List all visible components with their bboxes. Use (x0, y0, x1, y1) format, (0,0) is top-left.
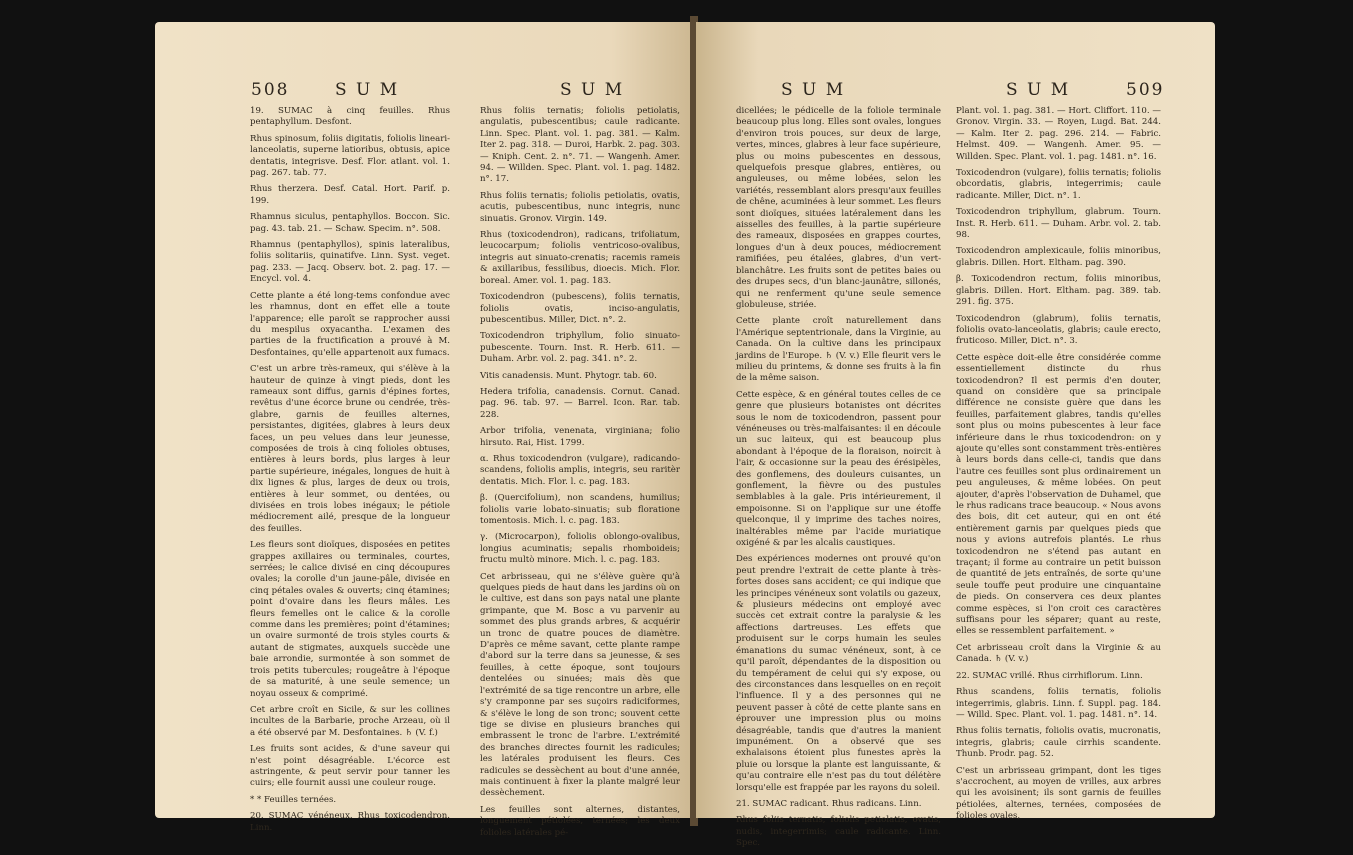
paragraph: C'est un arbrisseau grimpant, dont les tiges s'accrochent, au moyen de vrilles, aux arbres qui les avoisinent; ils sont garnis de feuilles pétiolées, alternes, ternées, composées de folioles ovales, (956, 765, 1161, 822)
paragraph: Cet arbrisseau croît dans la Virginie & au Canada. ♄ (V. v.) (956, 642, 1161, 665)
paragraph: β. (Quercifolium), non scandens, humilius; foliolis varie lobato-sinuatis; sub floratione tomentosis. Mich. l. c. pag. 183. (480, 493, 680, 526)
right-running-head: S U M (781, 80, 846, 100)
paragraph: Toxicodendron (vulgare), foliis ternatis; foliolis obcordatis, glabris, integerrimis; caule radicante. Miller, Dict. n°. 1. (956, 168, 1161, 201)
paragraph: 22. SUMAC vrillé. Rhus cirrhiflorum. Linn. (956, 670, 1143, 681)
left-page (155, 22, 692, 838)
paragraph: Les fleurs sont dioïques, disposées en petites grappes axillaires ou terminales, courtes, serrées; le calice divisé en cinq découpures ovales; la corolle d'un jaune-pâle, divisée en cinq pétales ovales & ouverts; cinq étamines; point d'ovaire dans les fleurs mâles. Les fleurs femelles ont le calice & la corolle comme dans les premières; point d'étamines; un ovaire surmonté de trois styles courts & autant de stigmates, auxquels succède une baie arrondie, surmontée à son sommet de trois petits tubercules; rougeâtre à l'époque de sa maturité, à une seule semence; un noyau osseux & comprimé. (250, 540, 450, 699)
paragraph: Arbor trifolia, venenata, virginiana; folio hirsuto. Rai, Hist. 1799. (480, 426, 680, 448)
paragraph: Rhamnus (pentaphyllos), spinis lateralibus, foliis solitariis, quinatifve. Linn. Syst. veget. pag. 233. — Jacq. Observ. bot. 2. pag. 17. — Encycl. vol. 4. (250, 240, 450, 285)
paragraph: Cette espèce doit-elle être considérée comme essentiellement distincte du rhus toxicodendron? Il est permis d'en douter, quand on considère que sa principale différence ne consiste guère que dans les feuilles, parfaitement glabres, tandis qu'elles sont plus ou moins pubescentes à leur face inférieure dans le rhus toxicodendron: on y ajoute qu'elles sont constamment très-entières à leurs bords dans celle-ci, tandis que dans l'autre ces feuilles sont plus ordinairement un peu anguleuses, & même lobées. On peut ajouter, d'après l'observation de Duhamel, que le rhus radicans trace beaucoup. « Nous avons des bois, dit cet auteur, qui en ont été entièrement garnis par quelques pieds que nous y avions autrefois plantés. Le rhus toxicodendron ne s'étend pas autant en traçant; il forme au contraire un petit buisson de quantité de jets entraînés, de sorte qu'une seule touffe peut produire une cinquantaine de pieds. On conservera ces deux plantes comme espèces, si l'on croit ces caractères suffisans pour les séparer; quant au reste, elles se ressemblent parfaitement. » (956, 352, 1161, 637)
paragraph: α. Rhus toxicodendron (vulgare), radicando-scandens, foliolis amplis, integris, seu raritèr dentatis. Mich. Flor. l. c. pag. 183. (480, 453, 680, 487)
right-column-1 (736, 106, 941, 855)
right-running-head-2: S U M (1006, 80, 1071, 100)
left-running-head-2: S U M (560, 80, 625, 100)
paragraph: Rhus spinosum, foliis digitatis, foliolis lineari-lanceolatis, superne latioribus, obtusis, apice dentatis, integrisve. Desf. Flor. atlant. vol. 1. pag. 267. tab. 77. (250, 133, 450, 179)
paragraph: Toxicodendron (pubescens), foliis ternatis, foliolis ovatis, inciso-angulatis, pubescentibus. Miller, Dict. n°. 2. (480, 292, 680, 325)
paragraph: Cette plante a été long-tems confondue avec les rhamnus, dont en effet elle a toute l'apparence; elle paroît se rapprocher aussi du mespilus oxyacantha. L'examen des parties de la fructification a prouvé à M. Desfontaines, qu'elle appartenoit aux fumacs. (250, 290, 450, 358)
paragraph: Rhamnus siculus, pentaphyllos. Boccon. Sic. pag. 43. tab. 21. — Schaw. Specim. n°. 508. (250, 212, 450, 234)
paragraph: Les fruits sont acides, & d'une saveur qui n'est point désagréable. L'écorce est astringente, & peut servir pour tanner les cuirs; elle fournit aussi une couleur rouge. (250, 744, 450, 789)
paragraph: Les feuilles sont alternes, distantes, longuement pétiolées, ternées; les deux folioles latérales pé- (480, 804, 680, 838)
paragraph: Toxicodendron amplexicaule, foliis minoribus, glabris. Dillen. Hort. Eltham. pag. 390. (956, 246, 1161, 268)
paragraph: Vitis canadensis. Munt. Phytogr. tab. 60. (480, 370, 657, 381)
paragraph: Rhus foliis ternatis; foliolis petiolatis, ovatis, acutis, pubescentibus, nunc integris, nunc sinuatis. Gronov. Virgin. 149. (480, 190, 680, 224)
paragraph: Rhus scandens, foliis ternatis, foliolis integerrimis, glabris. Linn. f. Suppl. pag. 184. — Willd. Spec. Plant. vol. 1. pag. 1481. n°. 14. (956, 687, 1161, 720)
paragraph: Cette plante croît naturellement dans l'Amérique septentrionale, dans la Virginie, au Canada. On la cultive dans les principaux jardins de l'Europe. ♄ (V. v.) Elle fleurit vers le milieu du printems, & donne ses fruits à la fin de la même saison. (736, 316, 941, 384)
paragraph: Cet arbre croît en Sicile, & sur les collines incultes de la Barbarie, proche Arzeau, où il a été observé par M. Desfontaines. ♄ (V. f.) (250, 704, 450, 738)
left-column-1 (250, 106, 450, 839)
paragraph: Des expériences modernes ont prouvé qu'on peut prendre l'extrait de cette plante à très-fortes doses sans accident; ce qui indique que les principes vénéneux sont volatils ou gazeux, & plusieurs médecins ont employé avec succès cet extrait contre la paralysie & les affections dartreuses. Les effets que produisent sur le corps humain les seules émanations du sumac vénéneux, sont, à ce qu'il paroît, dépendantes de la disposition ou du tempérament de celui qui s'y expose, ou des circonstances dans lesquelles on en reçoit l'influence. Il y a des personnes qui ne peuvent passer à côté de cette plante sans en éprouver une impression plus ou moins désagréable, tandis que d'autres la manient impunément. On a observé que ses exhalaisons étoient plus funestes après la pluie ou lorsque la plante est languissante, & qu'au contraire elle n'est pas du tout délétère lorsqu'elle est frappée par les rayons du soleil. (736, 554, 941, 793)
book-spread (155, 16, 1215, 849)
paragraph: * * Feuilles ternées. (250, 794, 337, 805)
paragraph: Rhus foliis ternatis, foliolis ovatis, mucronatis, integris, glabris; caule cirrhis scandente. Thunb. Prodr. pag. 52. (956, 726, 1161, 760)
right-page (696, 22, 1215, 849)
paragraph: dicellées; le pédicelle de la foliole terminale beaucoup plus long. Elles sont ovales, longues d'environ trois pouces, sur deux de large, vertes, minces, glabres à leur face supérieure, plus ou moins pubescentes en dessous, quelquefois presque glabres, entières, ou anguleuses, ou même lobées, selon les variétés, ressemblant alors presqu'aux feuilles de chêne, acuminées à leur sommet. Les fleurs sont dioïques, situées latéralement dans les aisselles des feuilles, à la partie supérieure des rameaux, disposées en grappes courtes, longues d'un à deux pouces, médiocrement ramifiées, peu étalées, glabres, d'un vert-blanchâtre. Les fruits sont de petites baies ou des drupes secs, d'un blanc-jaunâtre, sillonés, qui ne renferment qu'une seule semence globuleuse, striée. (736, 106, 941, 310)
paragraph: γ. (Microcarpon), foliolis oblongo-ovalibus, longius acuminatis; sepalis rhomboideis; fructu multò minore. Mich. l. c. pag. 183. (480, 532, 680, 566)
paragraph: 19. SUMAC à cinq feuilles. Rhus pentaphyllum. Desfont. (250, 106, 450, 128)
paragraph: Toxicodendron triphyllum, glabrum. Tourn. Inst. R. Herb. 611. — Duham. Arbr. vol. 2. tab. 98. (956, 207, 1161, 241)
paragraph: Toxicodendron (glabrum), foliis ternatis, foliolis ovato-lanceolatis, glabris; caule erecto, fruticoso. Miller, Dict. n°. 3. (956, 313, 1161, 347)
paragraph: β. Toxicodendron rectum, foliis minoribus, glabris. Dillen. Hort. Eltham. pag. 389. tab. 291. fig. 375. (956, 274, 1161, 308)
left-column-2 (480, 106, 680, 844)
paragraph: Rhus foliis ternatis; foliolis petiolatis, angulatis, pubescentibus; caule radicante. Linn. Spec. Plant. vol. 1. pag. 381. — Kalm. Iter 2. pag. 318. — Duroi, Harbk. 2. pag. 303. — Kniph. Cent. 2. n°. 71. — Wangenh. Amer. 94. — Willden. Spec. Plant. vol. 1. pag. 1482. n°. 17. (480, 106, 680, 185)
left-page-number: 508 (251, 80, 290, 100)
paragraph: Cet arbrisseau, qui ne s'élève guère qu'à quelques pieds de haut dans les jardins où on le cultive, est dans son pays natal une plante grimpante, que M. Bosc a vu parvenir au sommet des plus grands arbres, & acquérir un tronc de quatre pouces de diamètre. D'après ce même savant, cette plante rampe d'abord sur la terre dans sa jeunesse, & ses feuilles, à cette époque, sont toujours dentelées ou sinuées; mais dès que l'extrémité de sa tige rencontre un arbre, elle s'y cramponne par ses suçoirs radiciformes, & s'élève le long de son tronc; souvent cette tige se divise en plusieurs branches qui embrassent le tronc de l'arbre. L'extrémité des branches directes fournit les radicules; les latérales produisent les fleurs. Ces radicules se dessèchent au bout d'une année, mais continuent à fixer la plante malgré leur dessèchement. (480, 571, 680, 799)
paragraph: Hedera trifolia, canadensis. Cornut. Canad. pag. 96. tab. 97. — Barrel. Icon. Rar. tab. 228. (480, 386, 680, 420)
paragraph: 20. SUMAC vénéneux. Rhus toxicodendron. Linn. (250, 811, 450, 833)
paragraph: Rhus therzera. Desf. Catal. Hort. Parif. p. 199. (250, 184, 450, 206)
paragraph: Rhus foliis ternatis, foliolis petiolatis, ovatis, nudis, integerrimis; caule radicante. Linn. Spec. (736, 815, 941, 849)
paragraph: Toxicodendron triphyllum, folio sinuato-pubescente. Tourn. Inst. R. Herb. 611. — Duham. Arbr. vol. 2. pag. 341. n°. 2. (480, 331, 680, 365)
paragraph: C'est un arbre très-rameux, qui s'élève à la hauteur de quinze à vingt pieds, dont les rameaux sont diffus, garnis d'épines fortes, revêtus d'une écorce brune ou cendrée, très-glabre, garnis de feuilles alternes, persistantes, digitées, glabres à leurs deux faces, un peu velues dans leur jeunesse, composées de trois à cinq folioles obtuses, entières à leurs bords, plus larges à leur partie supérieure, inégales, longues de huit à dix lignes & plus, larges de deux ou trois, entières à leur sommet, ou dentées, ou divisées en trois lobes inégaux; le pétiole médiocrement ailé, presque de la longueur des feuilles. (250, 364, 450, 534)
paragraph: 21. SUMAC radicant. Rhus radicans. Linn. (736, 798, 922, 809)
right-column-2 (956, 106, 1161, 828)
paragraph: Plant. vol. 1. pag. 381. — Hort. Cliffort. 110. — Gronov. Virgin. 33. — Royen, Lugd. Bat. 244. — Kalm. Iter 2. pag. 296. 214. — Fabric. Helmst. 409. — Wangenh. Amer. 95. — Willden. Spec. Plant. vol. 1. pag. 1481. n°. 16. (956, 106, 1161, 162)
right-page-number: 509 (1126, 80, 1165, 100)
paragraph: Rhus (toxicodendron), radicans, trifoliatum, leucocarpum; foliolis ventricoso-ovalibus, integris aut sinuato-crenatis; racemis rameis & axillaribus, fessilibus, dioecis. Mich. Flor. boreal. Amer. vol. 1. pag. 183. (480, 230, 680, 286)
left-running-head: S U M (335, 80, 400, 100)
paragraph: Cette espèce, & en général toutes celles de ce genre que plusieurs botanistes ont décrites sous le nom de toxicodendron, passent pour vénéneuses ou très-malfaisantes: il en découle un suc laiteux, qui est beaucoup plus abondant à l'époque de la floraison, noircit à l'air, & occasionne sur la peau des érésipèles, des gonflemens, des douleurs cuisantes, un gonflement, la fièvre ou des pustules semblables à la gale. Pris intérieurement, il empoisonne. Si on l'applique sur une étoffe quelconque, il y imprime des taches noires, inaltérables même par l'acide muriatique oxigéné & par les alcalis caustiques. (736, 389, 941, 549)
